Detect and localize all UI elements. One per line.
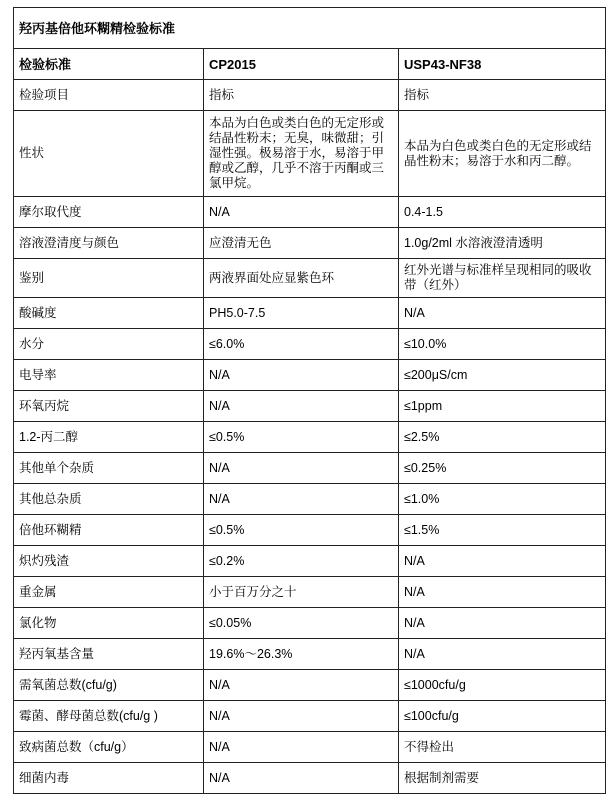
usp-value: 不得检出 <box>399 732 606 763</box>
cp2015-value: N/A <box>204 732 399 763</box>
row-label: 环氧丙烷 <box>14 391 204 422</box>
table-title-row <box>14 8 606 49</box>
table-row <box>14 608 606 639</box>
row-label: 炽灼残渣 <box>14 546 204 577</box>
row-label: 其他总杂质 <box>14 484 204 515</box>
table-row <box>14 329 606 360</box>
cp2015-value: 应澄清无色 <box>204 228 399 259</box>
table-row <box>14 391 606 422</box>
cp2015-value: 指标 <box>204 80 399 111</box>
row-label: 水分 <box>14 329 204 360</box>
usp-value: ≤10.0% <box>399 329 606 360</box>
usp-value: ≤1ppm <box>399 391 606 422</box>
row-label: 鉴别 <box>14 259 204 298</box>
usp-value: 指标 <box>399 80 606 111</box>
table-row <box>14 484 606 515</box>
cp2015-value: N/A <box>204 484 399 515</box>
cp2015-value: 两液界面处应显紫色环 <box>204 259 399 298</box>
table-row <box>14 453 606 484</box>
table-row <box>14 80 606 111</box>
usp-value: 根据制剂需要 <box>399 763 606 794</box>
table-row <box>14 111 606 197</box>
usp-value: 红外光谱与标准样呈现相同的吸收带（红外） <box>399 259 606 298</box>
header-cell: 检验标准 <box>14 49 204 80</box>
header-cell: CP2015 <box>204 49 399 80</box>
usp-value: N/A <box>399 546 606 577</box>
row-label: 性状 <box>14 111 204 197</box>
row-label: 羟丙氧基含量 <box>14 639 204 670</box>
cp2015-value: PH5.0-7.5 <box>204 298 399 329</box>
cp2015-value: N/A <box>204 763 399 794</box>
usp-value: 本品为白色或类白色的无定形或结晶性粉末；易溶于水和丙二醇。 <box>399 111 606 197</box>
cp2015-value: ≤6.0% <box>204 329 399 360</box>
table-title: 羟丙基倍他环糊精检验标准 <box>14 8 606 49</box>
row-label: 重金属 <box>14 577 204 608</box>
table-row <box>14 422 606 453</box>
table-row <box>14 577 606 608</box>
cp2015-value: 本品为白色或类白色的无定形或结晶性粉末；无臭，味微甜；引湿性强。极易溶于水，易溶于甲醇或乙醇，几乎不溶于丙酮或三氯甲烷。 <box>204 111 399 197</box>
row-label: 氯化物 <box>14 608 204 639</box>
cp2015-value: N/A <box>204 670 399 701</box>
usp-value: ≤100cfu/g <box>399 701 606 732</box>
table-row <box>14 197 606 228</box>
table-row <box>14 515 606 546</box>
row-label: 细菌内毒 <box>14 763 204 794</box>
table-row <box>14 763 606 794</box>
cp2015-value: N/A <box>204 453 399 484</box>
usp-value: N/A <box>399 298 606 329</box>
row-label: 其他单个杂质 <box>14 453 204 484</box>
usp-value: N/A <box>399 639 606 670</box>
row-label: 致病菌总数（cfu/g） <box>14 732 204 763</box>
usp-value: N/A <box>399 577 606 608</box>
usp-value: 1.0g/2ml 水溶液澄清透明 <box>399 228 606 259</box>
row-label: 1.2-丙二醇 <box>14 422 204 453</box>
table-row <box>14 546 606 577</box>
usp-value: ≤0.25% <box>399 453 606 484</box>
row-label: 电导率 <box>14 360 204 391</box>
table-row <box>14 670 606 701</box>
row-label: 检验项目 <box>14 80 204 111</box>
row-label: 倍他环糊精 <box>14 515 204 546</box>
cp2015-value: ≤0.5% <box>204 422 399 453</box>
usp-value: ≤1.5% <box>399 515 606 546</box>
cp2015-value: N/A <box>204 197 399 228</box>
table-row <box>14 228 606 259</box>
cp2015-value: 小于百万分之十 <box>204 577 399 608</box>
cp2015-value: N/A <box>204 701 399 732</box>
usp-value: 0.4-1.5 <box>399 197 606 228</box>
usp-value: N/A <box>399 608 606 639</box>
row-label: 需氧菌总数(cfu/g) <box>14 670 204 701</box>
table-header-row <box>14 49 606 80</box>
usp-value: ≤2.5% <box>399 422 606 453</box>
row-label: 霉菌、酵母菌总数(cfu/g ) <box>14 701 204 732</box>
table-row <box>14 701 606 732</box>
header-cell: USP43-NF38 <box>399 49 606 80</box>
usp-value: ≤1.0% <box>399 484 606 515</box>
cp2015-value: 19.6%～26.3% <box>204 639 399 670</box>
row-label: 酸碱度 <box>14 298 204 329</box>
table-row <box>14 639 606 670</box>
cp2015-value: ≤0.5% <box>204 515 399 546</box>
table-row <box>14 360 606 391</box>
row-label: 溶液澄清度与颜色 <box>14 228 204 259</box>
usp-value: ≤1000cfu/g <box>399 670 606 701</box>
table-row <box>14 298 606 329</box>
standards-table <box>13 7 606 794</box>
row-label: 摩尔取代度 <box>14 197 204 228</box>
cp2015-value: N/A <box>204 391 399 422</box>
table-row <box>14 732 606 763</box>
cp2015-value: ≤0.05% <box>204 608 399 639</box>
cp2015-value: ≤0.2% <box>204 546 399 577</box>
cp2015-value: N/A <box>204 360 399 391</box>
usp-value: ≤200μS/cm <box>399 360 606 391</box>
table-row <box>14 259 606 298</box>
